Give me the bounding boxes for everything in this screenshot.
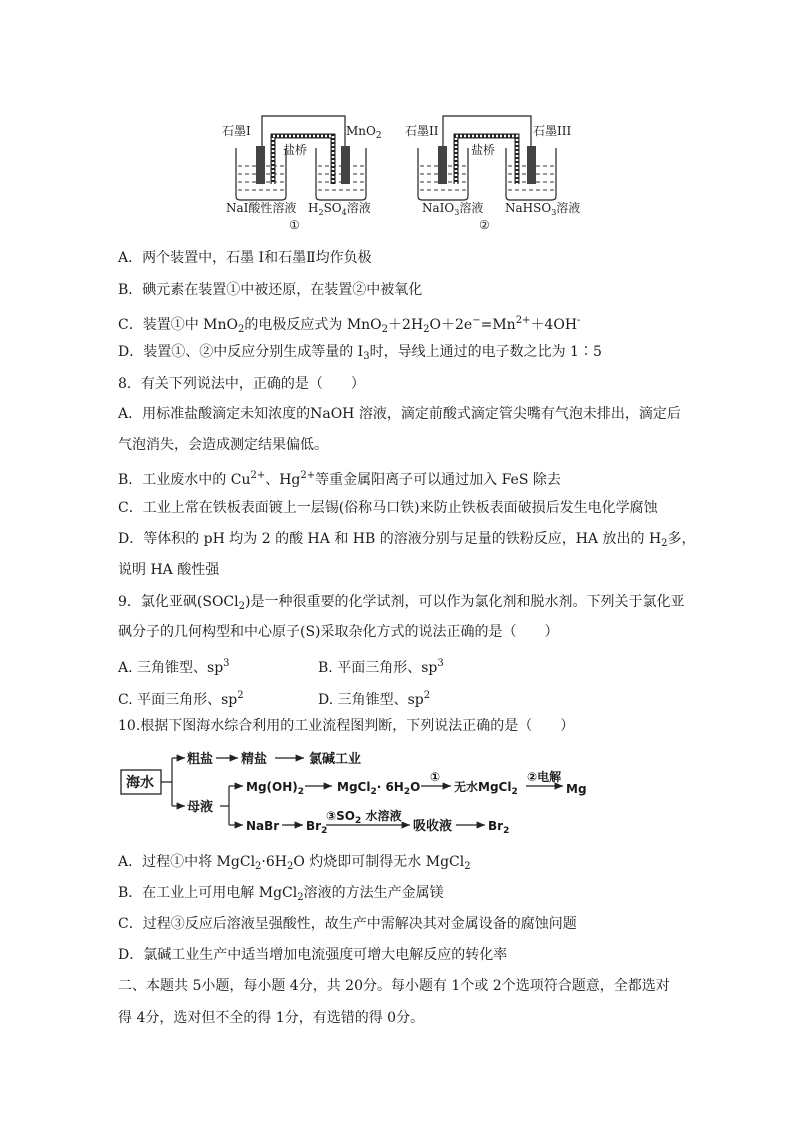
cell1-right-solution-label: $H_2SO_4$溶液: [308, 201, 371, 217]
q7-option-a: A．两个装置中，石墨 I和石墨Ⅱ均作负极: [118, 250, 372, 266]
q9-option-c: C. 平面三角形、$sp^2$: [118, 690, 244, 708]
flow-mgoh2: $Mg(OH)_2$: [246, 780, 305, 797]
cell1-left-electrode-label: 石墨I: [222, 124, 251, 138]
cell2-right-electrode-label: 石墨III: [533, 124, 572, 138]
cell1-left-solution-label: NaI酸性溶液: [226, 201, 297, 215]
flow-mg: Mg: [566, 782, 587, 796]
cell1-salt-bridge-label: 盐桥: [283, 143, 308, 157]
section2-instructions-line1: 二、本题共 5小题，每小题 4分，共 20分。每小题有 1个或 2个选项符合题意，全都选对: [118, 978, 670, 994]
q7-option-b: B．碘元素在装置①中被还原，在装置②中被氧化: [118, 282, 423, 298]
flow-crude-salt: 粗盐: [187, 752, 214, 767]
q9-option-a: A. 三角锥型、$sp^3$: [118, 658, 230, 676]
q8-option-d-line1: D．等体积的 pH 均为 2 的酸 HA 和 HB 的溶液分别与足量的铁粉反应，HA 放出的 $H_2$多，: [118, 531, 696, 549]
q10-option-c: C．过程③反应后溶液呈强酸性，故生产中需解决其对金属设备的腐蚀问题: [118, 916, 577, 932]
q10-stem: 10.根据下图海水综合利用的工业流程图判断，下列说法正确的是（ ）: [118, 718, 575, 734]
q7-option-d: D．装置①、②中反应分别生成等量的 $I_3$时，导线上通过的电子数之比为 1∶5: [118, 344, 602, 362]
cell2-salt-bridge-label: 盐桥: [471, 143, 496, 157]
cell2-right-solution-label: NaHSO$_3$溶液: [505, 201, 581, 217]
q8-option-b: B．工业废水中的 $Cu^{2+}$、$Hg^{2+}$等重金属阳离子可以通过加入 FeS 除去: [118, 470, 561, 488]
flow-seawater: 海水: [126, 775, 154, 791]
flow-step-1: ①: [430, 770, 441, 784]
flow-br2: $Br_2$: [306, 819, 328, 836]
q10-option-a: A．过程①中将 $MgCl_2\cdot 6H_2O$ 灼烧即可制得无水 MgCl$_2$: [118, 854, 471, 872]
section2-instructions-line2: 得 4分，选对但不全的得 1分，有选错的得 0分。: [118, 1010, 425, 1026]
flow-step-3: $③SO_2$ 水溶液: [326, 809, 402, 826]
q8-option-a-line1: A．用标准盐酸滴定未知浓度的NaOH 溶液，滴定前酸式滴定管尖嘴有气泡未排出，滴定后: [118, 406, 681, 422]
q9-option-d: D. 三角锥型、$sp^2$: [318, 690, 431, 708]
flow-anhydrous-mgcl2: 无水MgCl$_2$: [454, 780, 518, 797]
cell2-left-electrode-label: 石墨II: [405, 124, 439, 138]
flow-nabr: NaBr: [246, 819, 280, 833]
flow-absorb-liquid: 吸收液: [413, 819, 453, 834]
q9-stem-line1: 9．氯化亚砜(SOCl$_2$)是一种很重要的化学试剂，可以作为氯化剂和脱水剂。下列关于氯化亚: [118, 594, 685, 612]
q10-option-d: D．氯碱工业生产中适当增加电流强度可增大电解反应的转化率: [118, 947, 508, 963]
flow-br2-final: $Br_2$: [488, 819, 510, 836]
q8-option-c: C．工业上常在铁板表面镀上一层锡(俗称马口铁)来防止铁板表面破损后发生电化学腐蚀: [118, 500, 658, 516]
q9-option-b: B. 平面三角形、$sp^3$: [318, 658, 444, 676]
cell2-left-solution-label: NaIO$_3$溶液: [422, 201, 484, 217]
flow-refined-salt: 精盐: [241, 752, 268, 767]
cell2-number: ②: [479, 218, 490, 232]
flow-mother-liquor: 母液: [187, 800, 214, 815]
cell1-right-electrode-label: MnO$_2$: [346, 124, 382, 141]
cell1-number: ①: [289, 218, 300, 232]
q9-stem-line2: 砜分子的几何构型和中心原子(S)采取杂化方式的说法正确的是（ ）: [118, 624, 559, 640]
flow-chlor-alkali: 氯碱工业: [309, 752, 362, 767]
q8-option-d-line2: 说明 HA 酸性强: [118, 562, 220, 578]
q8-option-a-line2: 气泡消失，会造成测定结果偏低。: [118, 437, 328, 453]
flow-mgcl2-hydrate: MgCl$_2$· $6H_2O$: [337, 780, 421, 797]
q8-stem: 8．有关下列说法中，正确的是（ ）: [118, 376, 365, 392]
flow-step-2: ②电解: [527, 770, 562, 784]
q10-option-b: B．在工业上可用电解 MgCl$_2$溶液的方法生产金属镁: [118, 885, 444, 903]
q7-option-c: C．装置①中 MnO$_2$的电极反应式为 $MnO_2+2H_2O+2e^-=Mn^{2+}+4OH^-$: [118, 315, 581, 335]
